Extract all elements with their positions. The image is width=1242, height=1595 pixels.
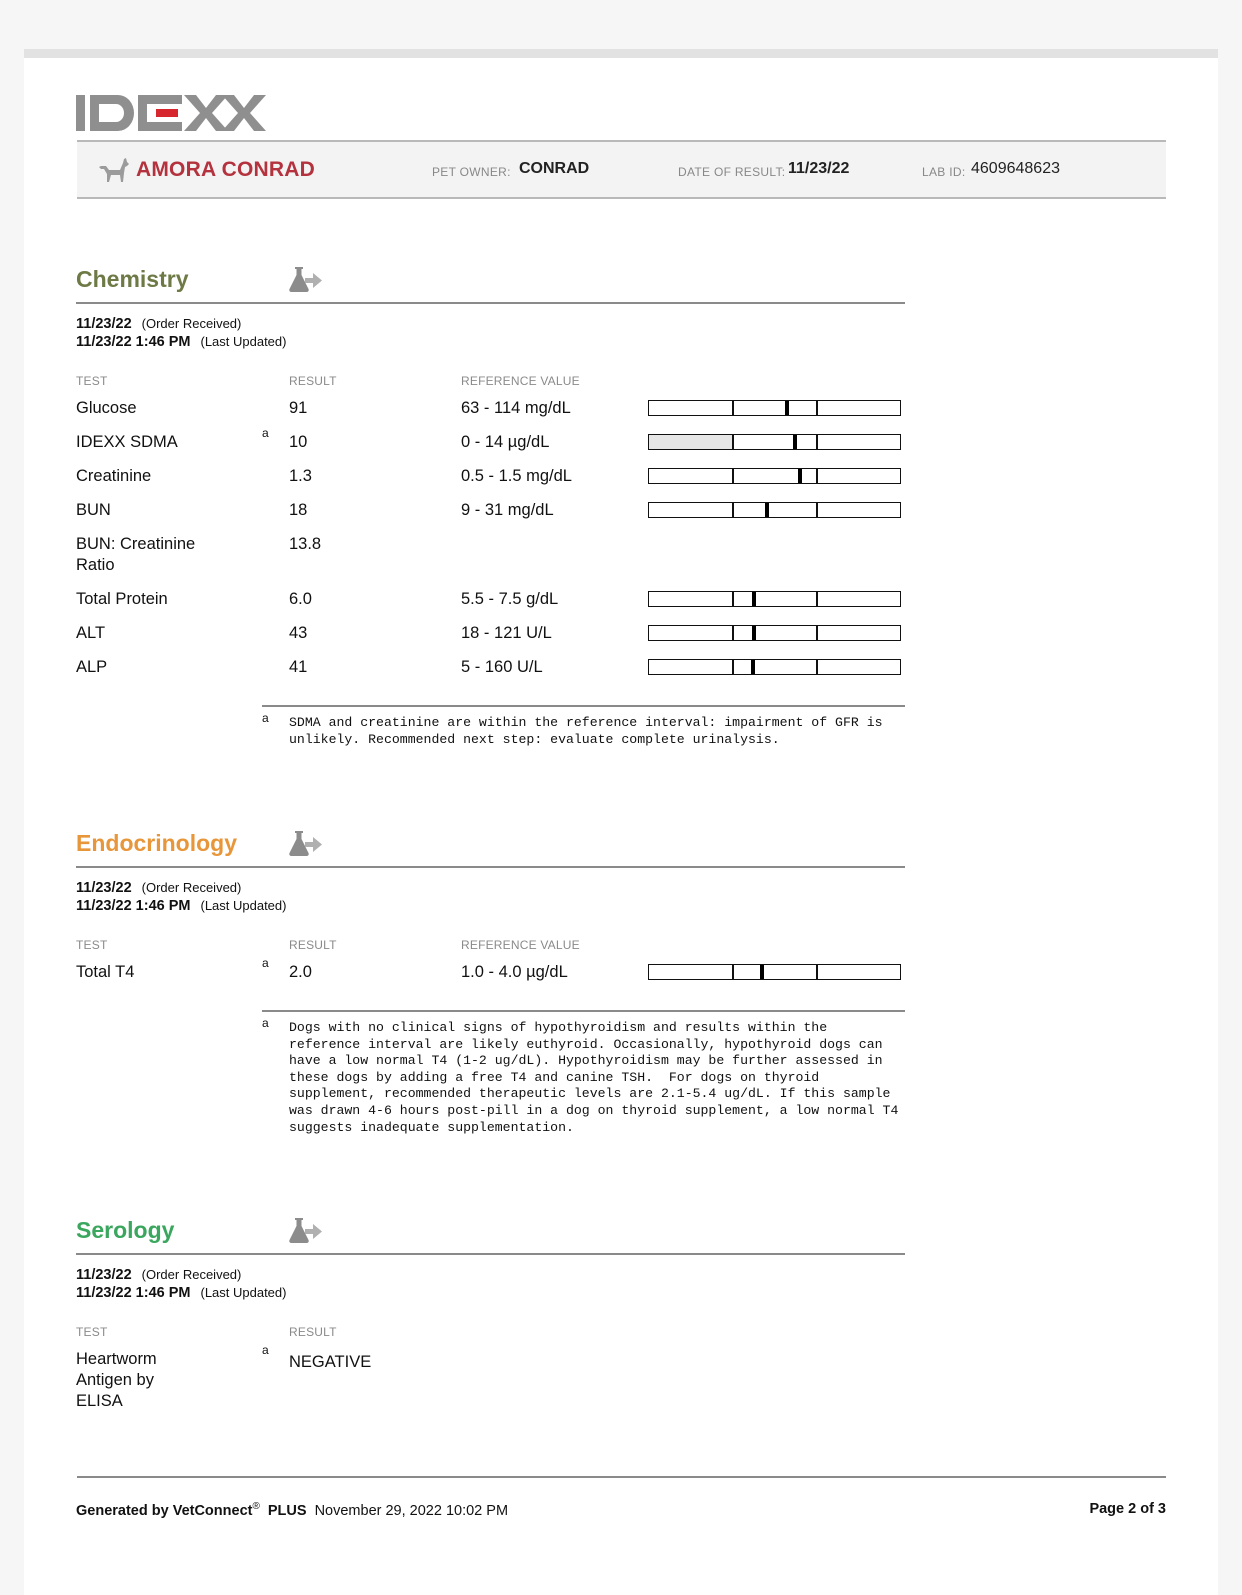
col-header-result: RESULT xyxy=(289,938,337,952)
col-header-test: TEST xyxy=(76,374,108,388)
test-result: 6.0 xyxy=(289,590,312,608)
test-result: NEGATIVE xyxy=(289,1353,372,1371)
reference-value: 18 - 121 U/L xyxy=(461,624,552,642)
range-marker xyxy=(751,660,755,674)
footnote-flag: a xyxy=(262,956,269,970)
pet-owner-label: PET OWNER: xyxy=(432,165,511,179)
range-bar xyxy=(648,502,901,518)
range-marker xyxy=(752,592,756,606)
test-name-line: BUN: Creatinine xyxy=(76,535,196,553)
range-marker xyxy=(785,401,789,415)
lab-id-label: LAB ID: xyxy=(922,165,966,179)
flask-arrow-icon xyxy=(288,829,322,857)
range-marker xyxy=(752,626,756,640)
patient-header xyxy=(77,140,1166,199)
test-name: ALP xyxy=(76,658,108,676)
generated-timestamp: November 29, 2022 10:02 PM xyxy=(314,1502,509,1519)
footer xyxy=(76,1501,508,1519)
range-marker xyxy=(793,435,797,449)
updated-date: 11/23/22 1:46 PM xyxy=(76,334,191,350)
endocrinology-dates xyxy=(76,879,286,915)
col-header-test: TEST xyxy=(76,1325,108,1339)
flask-arrow-icon xyxy=(288,265,322,293)
order-note: (Order Received) xyxy=(141,1267,242,1282)
reference-value: 5.5 - 7.5 g/dL xyxy=(461,590,559,608)
test-name: IDEXX SDMA xyxy=(76,433,178,451)
footnote-flag: a xyxy=(262,711,269,725)
chemistry-title: Chemistry xyxy=(76,266,189,292)
endocrinology-note: Dogs with no clinical signs of hypothyroidism and results within the reference interval are likely euthyroid. Occasionally, hypothyroid dogs can have a low normal T4 (1-2 ug/dL). Hypothyroidism may be further assessed in these dogs by adding a free T4 and canine TSH. For dogs on thyroid supplement, recommended therapeutic levels are 2.1-5.4 ug/dL. If this sample was drawn 4-6 hours post-pill in a dog on thyroid supplement, a low normal T4 suggests inadequate supplementation. xyxy=(289,1020,899,1135)
footer-rule xyxy=(77,1476,1166,1478)
range-bar xyxy=(648,434,901,450)
serology-dates xyxy=(76,1266,286,1302)
chemistry-rule xyxy=(76,302,905,304)
report-page xyxy=(24,58,1218,1595)
updated-note: (Last Updated) xyxy=(200,898,287,913)
endocrinology-title: Endocrinology xyxy=(76,830,237,856)
range-marker xyxy=(760,965,764,979)
page-number: Page 2 of 3 xyxy=(1089,1501,1166,1517)
note-rule xyxy=(262,705,905,707)
reference-value: 63 - 114 mg/dL xyxy=(461,399,571,417)
endocrinology-rule xyxy=(76,866,905,868)
test-result: 41 xyxy=(289,658,308,676)
test-name: BUN xyxy=(76,501,111,519)
date-of-result-label: DATE OF RESULT: xyxy=(678,165,786,179)
test-result: 10 xyxy=(289,433,308,451)
test-name-line: Antigen by xyxy=(76,1371,154,1389)
vetconnect-plus: PLUS xyxy=(267,1502,307,1519)
col-header-result: RESULT xyxy=(289,1325,337,1339)
test-name xyxy=(76,1349,157,1412)
pet-owner-value: CONRAD xyxy=(519,160,590,177)
range-bar xyxy=(648,964,901,980)
test-name: Creatinine xyxy=(76,467,152,485)
range-bar xyxy=(648,659,901,675)
footnote-flag: a xyxy=(262,1016,269,1030)
reference-value: 0.5 - 1.5 mg/dL xyxy=(461,467,572,485)
serology-rule xyxy=(76,1253,905,1255)
range-bar xyxy=(648,468,901,484)
flask-arrow-icon xyxy=(288,1216,322,1244)
order-date: 11/23/22 xyxy=(76,880,132,896)
generated-by: Generated by VetConnect xyxy=(76,1502,253,1519)
test-name-line: Ratio xyxy=(76,556,115,574)
test-result: 43 xyxy=(289,624,308,642)
registered-mark: ® xyxy=(252,1501,260,1512)
patient-name: AMORA CONRAD xyxy=(136,158,315,181)
col-header-result: RESULT xyxy=(289,374,337,388)
col-header-test: TEST xyxy=(76,938,108,952)
order-note: (Order Received) xyxy=(141,316,242,331)
reference-value: 1.0 - 4.0 µg/dL xyxy=(461,963,568,981)
order-date: 11/23/22 xyxy=(76,1267,132,1283)
test-name-line: ELISA xyxy=(76,1392,123,1410)
test-result: 2.0 xyxy=(289,963,312,981)
test-name xyxy=(76,534,195,576)
range-bar xyxy=(648,625,901,641)
updated-date: 11/23/22 1:46 PM xyxy=(76,898,191,914)
test-result: 1.3 xyxy=(289,467,312,485)
chemistry-dates xyxy=(76,315,286,351)
idexx-logo xyxy=(76,94,266,134)
test-name: Glucose xyxy=(76,399,137,417)
footnote-flag: a xyxy=(262,1343,269,1357)
updated-note: (Last Updated) xyxy=(200,334,287,349)
dog-icon xyxy=(96,154,130,184)
test-name: Total T4 xyxy=(76,963,135,981)
order-date: 11/23/22 xyxy=(76,316,132,332)
chemistry-note: SDMA and creatinine are within the reference interval: impairment of GFR is unlikely. Recommended next step: evaluate complete urinalysis. xyxy=(289,715,883,747)
reference-value: 0 - 14 µg/dL xyxy=(461,433,550,451)
date-of-result-value: 11/23/22 xyxy=(788,160,850,177)
serology-title: Serology xyxy=(76,1217,175,1243)
range-marker xyxy=(765,503,769,517)
test-name: ALT xyxy=(76,624,106,642)
test-name: Total Protein xyxy=(76,590,168,608)
lab-id-value: 4609648623 xyxy=(971,160,1060,177)
col-header-reference: REFERENCE VALUE xyxy=(461,374,580,388)
order-note: (Order Received) xyxy=(141,880,242,895)
test-result: 91 xyxy=(289,399,308,417)
range-marker xyxy=(798,469,802,483)
test-result: 18 xyxy=(289,501,308,519)
range-bar xyxy=(648,400,901,416)
col-header-reference: REFERENCE VALUE xyxy=(461,938,580,952)
top-strip xyxy=(24,49,1218,58)
footnote-flag: a xyxy=(262,426,269,440)
updated-note: (Last Updated) xyxy=(200,1285,287,1300)
updated-date: 11/23/22 1:46 PM xyxy=(76,1285,191,1301)
range-bar xyxy=(648,591,901,607)
reference-value: 9 - 31 mg/dL xyxy=(461,501,554,519)
test-result: 13.8 xyxy=(289,535,322,553)
test-name-line: Heartworm xyxy=(76,1350,157,1368)
note-rule xyxy=(262,1010,905,1012)
reference-value: 5 - 160 U/L xyxy=(461,658,543,676)
